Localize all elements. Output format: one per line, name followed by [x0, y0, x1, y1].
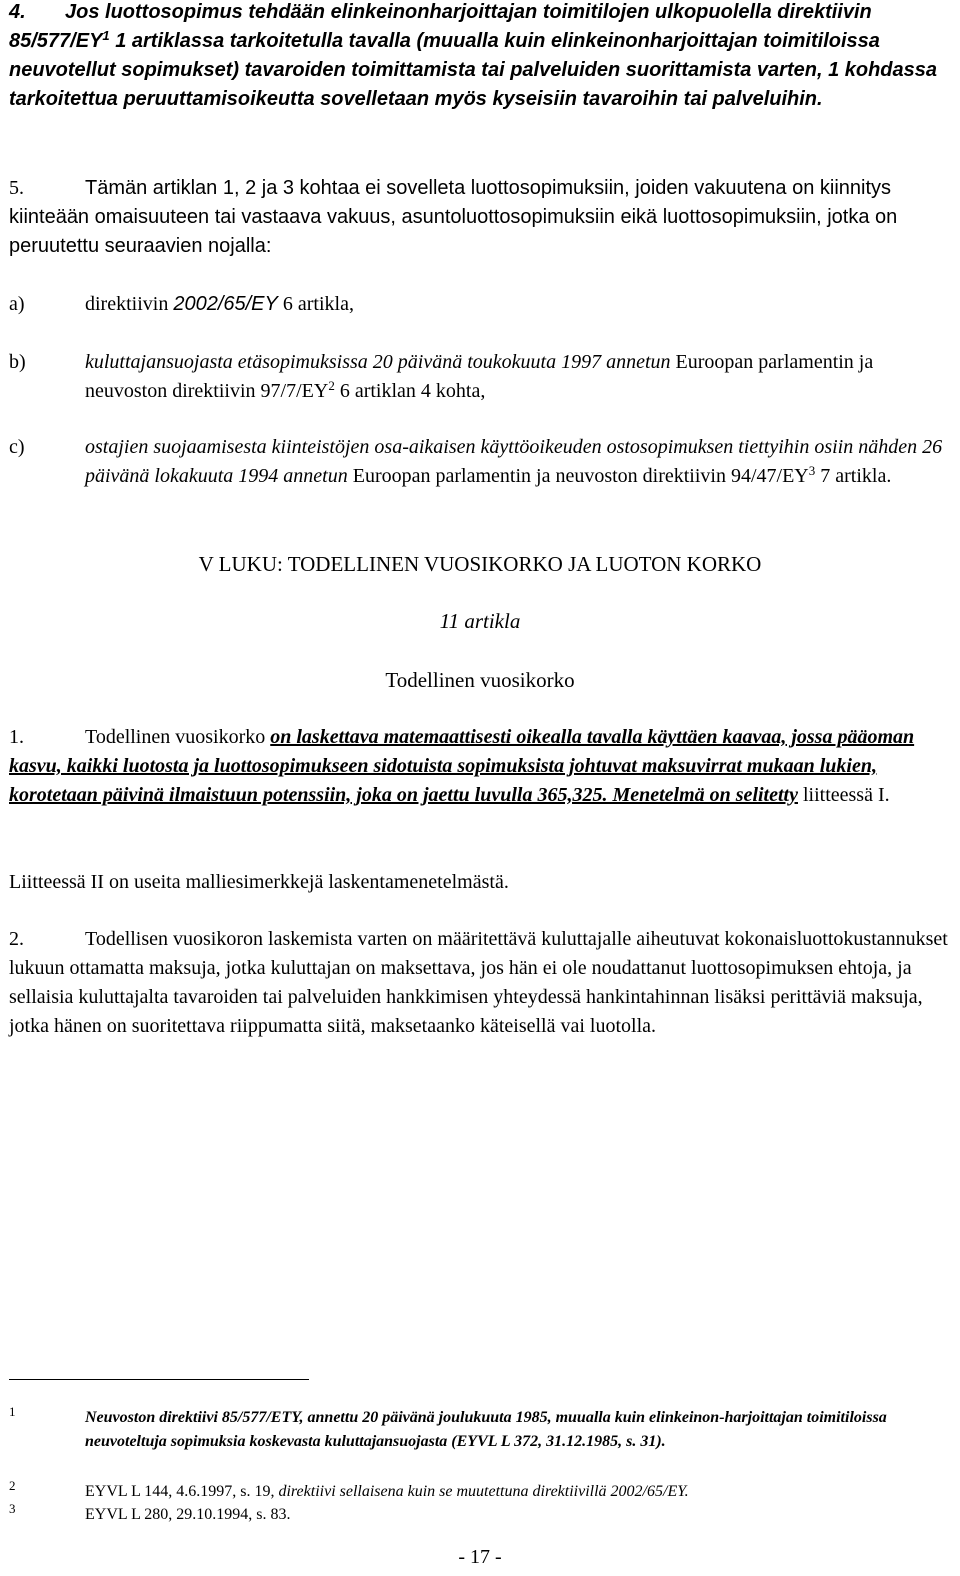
list-item-c-label: c): [9, 436, 25, 458]
footnote-ref-1: 1: [102, 28, 110, 43]
list-item-a-label: a): [9, 293, 25, 315]
footnote-2: [9, 1480, 949, 1504]
paragraph-1-text-a: Todellinen vuosikorko: [85, 726, 271, 748]
footnote-2-number: 2: [9, 1478, 16, 1493]
paragraph-1-number: 1.: [9, 726, 24, 748]
list-item-a-text: direktiivin 2002/65/EY 6 artikla,: [85, 293, 354, 315]
article-title: Todellinen vuosikorko: [385, 668, 575, 692]
paragraph-1-text-b: liitteessä I.: [797, 784, 890, 806]
footnote-ref-3: 3: [808, 463, 816, 478]
list-item-b-text: kuluttajansuojasta etäsopimuksissa 20 päivänä toukokuuta 1997 annetun Euroopan parlamentin ja neuvoston direktiivin $97/7/EY^2$ 6 artiklan 4 kohta,: [85, 351, 874, 402]
paragraph-4: [9, 0, 949, 114]
chapter-heading: V LUKU: TODELLINEN VUOSIKORKO JA LUOTON KORKO: [198, 552, 762, 576]
paragraph-1: [9, 723, 949, 810]
paragraph-4-number: 4.: [9, 1, 26, 23]
paragraph-2: [9, 925, 949, 1041]
paragraph-4-text-a: Jos luottosopimus tehdään elinkeinonharjoittajan toimitilojen ulkopuolella direktiivin 85/577/EY: [9, 1, 872, 52]
article-number: 11 artikla: [439, 609, 521, 633]
footnote-1-text: Neuvoston direktiivi 85/577/ETY, annettu 20 päivänä joulukuuta 1985, muualla kuin elinkeinon-harjoittajan toimitiloissa neuvoteltuja sopimuksia koskevasta kuluttajansuojasta (EYVL L 372, 31.12.1985, s. 31).: [85, 1409, 887, 1450]
footnote-3-number: 3: [9, 1501, 16, 1516]
paragraph-2-text: Todellisen vuosikoron laskemista varten on määritettävä kuluttajalle aiheutuvat kokonaisluottokustannukset lukuun ottamatta maksuja, jotka kuluttajan on maksettava, jos hän ei ole noudattanut luottosopimuksen ehtoja, ja sellaisia kuluttajalta tavaroiden tai palveluiden hankkimisen yhteydessä hankintahinnan lisäksi perittäviä maksuja, jotka hänen on suoritettava riippumatta siitä, maksetaanko käteisellä vai luotolla.: [9, 928, 948, 1037]
footnote-separator: [9, 1379, 309, 1380]
list-item-b-label: b): [9, 351, 26, 373]
paragraph-4-text-b: 1 artiklassa tarkoitetulla tavalla (muualla kuin elinkeinonharjoittajan toimitiloissa neuvotellut sopimukset) tavaroiden toimittamista tai palveluiden suorittamista varten, 1 kohdassa tarkoitettua peruuttamisoikeutta sovelletaan myös kyseisiin tavaroihin tai palveluihin.: [9, 30, 938, 110]
paragraph-5-text: Tämän artiklan 1, 2 ja 3 kohtaa ei sovelleta luottosopimuksiin, joiden vakuutena on kiinnitys kiinteään omaisuuteen tai vastaava vakuus, asuntoluottosopimuksiin eikä luottosopimuksiin, jotka on peruutettu seuraavien nojalla:: [9, 177, 898, 257]
footnote-1-number: 1: [9, 1404, 16, 1419]
paragraph-1-bold: on laskettava matemaattisesti oikealla tavalla käyttäen kaavaa, jossa pääoman kasvu, kaikki luotosta ja luottosopimukseen sidotuista sopimuksista johtuvat maksuvirrat mukaan lukien, korotetaan päivinä ilmaistuun potenssiin, joka on jaettu luvulla 365,325. Menetelmä on selitetty: [9, 726, 915, 806]
page-number: - 17 -: [458, 1546, 502, 1568]
footnote-3-text: EYVL L 280, 29.10.1994, s. 83.: [85, 1506, 291, 1523]
paragraph-2-number: 2.: [9, 928, 24, 950]
annex-line: Liitteessä II on useita malliesimerkkejä laskentamenetelmästä.: [9, 871, 509, 893]
footnote-3: [9, 1503, 949, 1527]
footnote-2-text: EYVL L 144, 4.6.1997, s. 19, direktiivi sellaisena kuin se muutettuna direktiivillä 2002/65/EY.: [85, 1483, 689, 1500]
list-item-c-text: ostajien suojaamisesta kiinteistöjen osa-aikaisen käyttöoikeuden ostosopimuksen tiettyihin osiin nähden 26 päivänä lokakuuta 1994 annetun Euroopan parlamentin ja neuvoston direktiivin $94/47/EY^3$ 7 artikla.: [85, 436, 943, 487]
paragraph-5-number: 5.: [9, 177, 24, 199]
paragraph-5: [9, 174, 949, 261]
footnote-1: [9, 1406, 949, 1478]
footnote-ref-2: 2: [328, 378, 335, 393]
